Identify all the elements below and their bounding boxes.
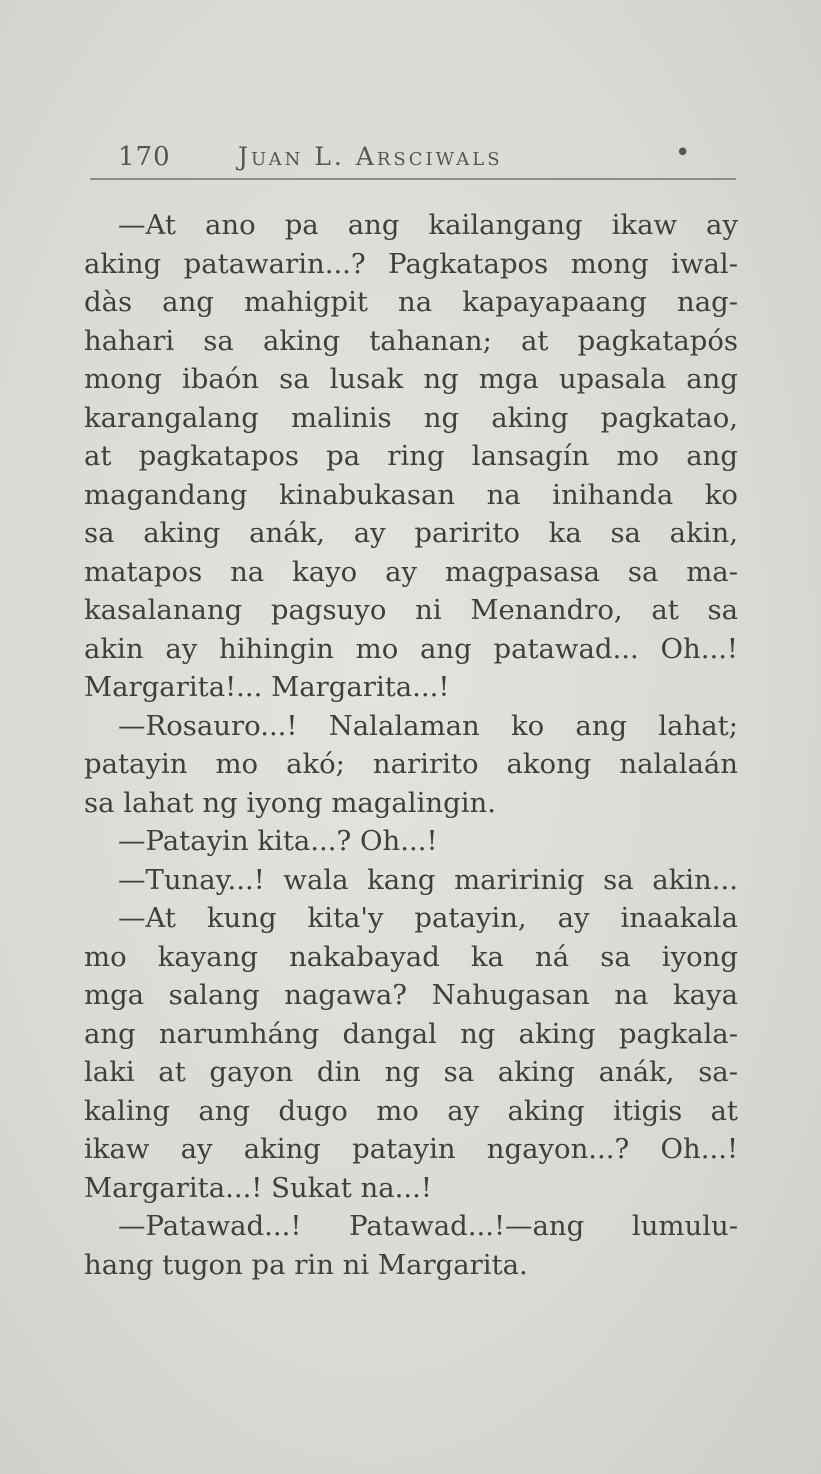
- text-line: at pagkatapos pa ring lansagín mo ang: [84, 440, 738, 472]
- text-line: mong ibaón sa lusak ng mga upasala ang: [84, 363, 738, 395]
- header-ornament: •: [675, 138, 691, 168]
- text-line: mga salang nagawa? Nahugasan na kaya: [84, 979, 738, 1011]
- running-head: Juan L. Arsciwals: [238, 142, 503, 171]
- text-line: —Patayin kita...? Oh...!: [118, 825, 438, 857]
- text-line: matapos na kayo ay magpasasa sa ma-: [84, 555, 738, 588]
- text-line: mo kayang nakabayad ka ná sa iyong: [84, 940, 738, 973]
- text-line: kasalanang pagsuyo ni Menandro, at sa: [84, 594, 738, 626]
- text-line: —At kung kita'y patayin, ay inaakala: [118, 902, 738, 934]
- text-line: ang narumháng dangal ng aking pagkala-: [84, 1017, 738, 1050]
- text-line: laki at gayon din ng sa aking anák, sa-: [84, 1056, 738, 1088]
- text-line: —Tunay...! wala kang maririnig sa akin...: [118, 863, 738, 896]
- text-line: sa aking anák, ay paririto ka sa akin,: [84, 517, 738, 549]
- text-line: karangalang malinis ng aking pagkatao,: [84, 401, 738, 434]
- text-line: hahari sa aking tahanan; at pagkatapós: [84, 324, 738, 357]
- text-line: hang tugon pa rin ni Margarita.: [84, 1248, 528, 1281]
- text-line: patayin mo akó; naririto akong nalalaán: [84, 748, 738, 780]
- text-line: —At ano pa ang kailangang ikaw ay: [118, 209, 738, 241]
- text-line: kaling ang dugo mo ay aking itigis at: [84, 1094, 738, 1127]
- body-text: [84, 206, 738, 1284]
- header-rule: [90, 178, 736, 180]
- text-line: dàs ang mahigpit na kapayapaang nag-: [84, 286, 738, 318]
- text-line: sa lahat ng iyong magalingin.: [84, 786, 496, 819]
- page-number: 170: [118, 142, 171, 172]
- text-line: magandang kinabukasan na inihanda ko: [84, 478, 738, 511]
- text-line: Margarita!... Margarita...!: [84, 671, 450, 703]
- text-line: ikaw ay aking patayin ngayon...? Oh...!: [84, 1133, 738, 1165]
- text-line: aking patawarin...? Pagkatapos mong iwal-: [84, 247, 738, 280]
- text-line: akin ay hihingin mo ang patawad... Oh...!: [84, 632, 738, 665]
- text-line: Margarita...! Sukat na...!: [84, 1171, 432, 1204]
- page-header: [90, 130, 740, 180]
- text-line: —Patawad...! Patawad...!—ang lumulu-: [118, 1210, 738, 1242]
- text-line: —Rosauro...! Nalalaman ko ang lahat;: [118, 709, 738, 742]
